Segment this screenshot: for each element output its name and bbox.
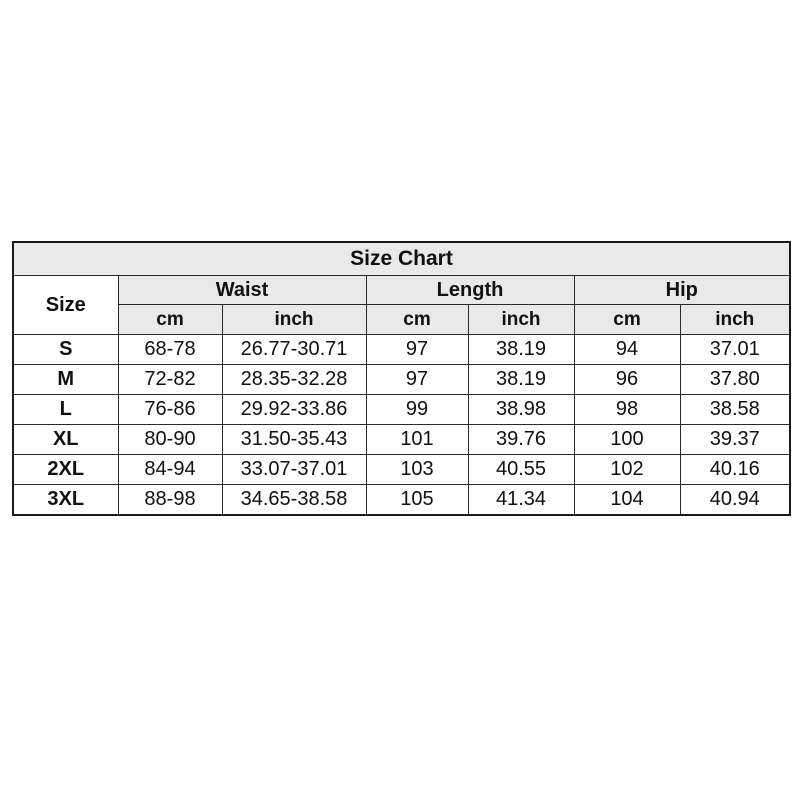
length-cm-cell: 97 <box>366 365 468 395</box>
waist-inch-cell: 33.07-37.01 <box>222 455 366 485</box>
hip-cm-header: cm <box>574 305 680 335</box>
length-inch-cell: 38.98 <box>468 395 574 425</box>
length-inch-header: inch <box>468 305 574 335</box>
hip-inch-cell: 40.94 <box>680 485 790 516</box>
waist-inch-cell: 28.35-32.28 <box>222 365 366 395</box>
hip-cm-cell: 98 <box>574 395 680 425</box>
length-cm-header: cm <box>366 305 468 335</box>
hip-inch-cell: 37.01 <box>680 335 790 365</box>
hip-inch-cell: 37.80 <box>680 365 790 395</box>
waist-inch-header: inch <box>222 305 366 335</box>
table-row <box>13 365 790 395</box>
hip-inch-cell: 39.37 <box>680 425 790 455</box>
waist-inch-cell: 26.77-30.71 <box>222 335 366 365</box>
waist-cm-cell: 80-90 <box>118 425 222 455</box>
hip-inch-header: inch <box>680 305 790 335</box>
size-label: S <box>13 335 118 365</box>
waist-inch-cell: 34.65-38.58 <box>222 485 366 516</box>
hip-cm-cell: 102 <box>574 455 680 485</box>
length-cm-cell: 97 <box>366 335 468 365</box>
hip-cm-cell: 94 <box>574 335 680 365</box>
size-label: 2XL <box>13 455 118 485</box>
hip-cm-cell: 100 <box>574 425 680 455</box>
length-cm-cell: 105 <box>366 485 468 516</box>
size-chart-table <box>12 241 791 516</box>
table-title: Size Chart <box>13 242 790 276</box>
waist-inch-cell: 31.50-35.43 <box>222 425 366 455</box>
hip-inch-cell: 38.58 <box>680 395 790 425</box>
size-label: L <box>13 395 118 425</box>
length-cm-cell: 101 <box>366 425 468 455</box>
waist-cm-cell: 72-82 <box>118 365 222 395</box>
waist-cm-cell: 88-98 <box>118 485 222 516</box>
hip-cm-cell: 104 <box>574 485 680 516</box>
waist-cm-cell: 68-78 <box>118 335 222 365</box>
size-label: 3XL <box>13 485 118 516</box>
waist-cm-header: cm <box>118 305 222 335</box>
size-label: XL <box>13 425 118 455</box>
size-column-header: Size <box>13 276 118 335</box>
length-inch-cell: 39.76 <box>468 425 574 455</box>
waist-group-header: Waist <box>118 276 366 305</box>
length-cm-cell: 103 <box>366 455 468 485</box>
length-inch-cell: 41.34 <box>468 485 574 516</box>
size-label: M <box>13 365 118 395</box>
table-row <box>13 395 790 425</box>
waist-inch-cell: 29.92-33.86 <box>222 395 366 425</box>
table-row <box>13 425 790 455</box>
length-inch-cell: 40.55 <box>468 455 574 485</box>
table-row <box>13 485 790 516</box>
waist-cm-cell: 76-86 <box>118 395 222 425</box>
waist-cm-cell: 84-94 <box>118 455 222 485</box>
hip-group-header: Hip <box>574 276 790 305</box>
table-row <box>13 455 790 485</box>
length-inch-cell: 38.19 <box>468 365 574 395</box>
length-inch-cell: 38.19 <box>468 335 574 365</box>
hip-cm-cell: 96 <box>574 365 680 395</box>
hip-inch-cell: 40.16 <box>680 455 790 485</box>
length-cm-cell: 99 <box>366 395 468 425</box>
length-group-header: Length <box>366 276 574 305</box>
table-row <box>13 335 790 365</box>
